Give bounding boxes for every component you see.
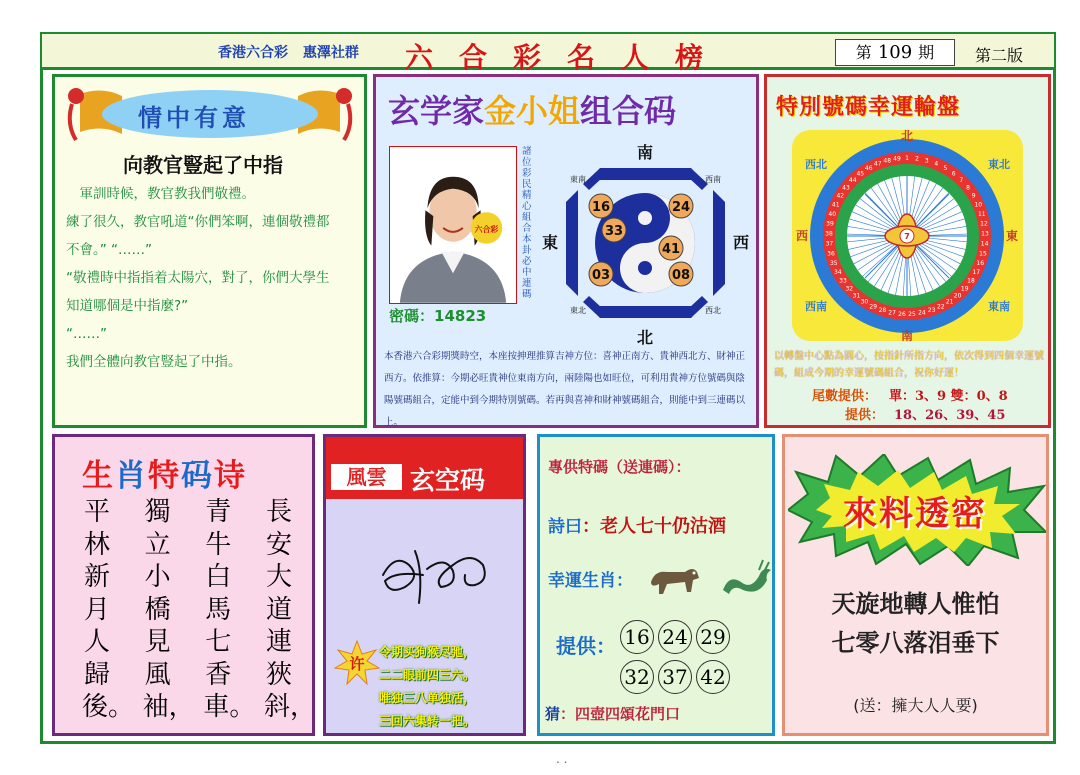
wheel-number: 34	[833, 269, 842, 277]
title-char: 诗	[214, 458, 247, 494]
wheel-number: 21	[945, 298, 954, 306]
bagua-number: 03	[591, 268, 611, 283]
wheel-number: 30	[860, 298, 869, 306]
password-line: 密碼：14823	[389, 307, 487, 325]
dir-nw: 西北	[705, 306, 721, 315]
signature-scribble	[375, 535, 505, 610]
title-char: 生	[82, 458, 115, 494]
story-line: 不會。” “……”	[66, 242, 153, 258]
wheel-number: 2	[915, 155, 919, 163]
number-circle: 32	[620, 660, 654, 694]
story-line: 軍訓時候，教官教我們敬禮。	[66, 186, 255, 202]
title-char: 肖	[115, 458, 148, 494]
lucky-label: 幸運生肖	[548, 571, 616, 591]
wheel-number: 44	[848, 177, 857, 184]
panel6-poem: 詩曰：老人七十仍沽酒	[548, 516, 726, 537]
wheel-number: 10	[974, 201, 983, 209]
tail-value: 單：3、9 雙：0、8	[889, 389, 1008, 404]
wheel-center: 7	[904, 232, 910, 241]
title-part: 玄学家	[388, 92, 485, 130]
bagua-number: 33	[604, 224, 624, 239]
panel1-story	[66, 180, 360, 376]
wheel-number: 29	[869, 303, 878, 311]
wheel-number: 16	[976, 259, 985, 267]
provide-value: 18、26、39、45	[894, 408, 1006, 423]
issue-prefix: 第	[855, 43, 872, 62]
dir-south: 南	[636, 143, 654, 162]
wheel-number: 27	[888, 309, 896, 317]
guess-text: 四壺四頌花門口	[575, 705, 681, 723]
wheel-ne: 東北	[988, 158, 1010, 171]
wheel-number: 23	[927, 307, 936, 314]
provided-numbers	[845, 404, 1005, 423]
story-line: “敬禮時中指指着太陽穴，對了，你們大學生	[66, 270, 330, 286]
wheel-number: 36	[827, 250, 835, 258]
bagua-number: 08	[671, 268, 691, 283]
provide-label: 提供：	[845, 408, 885, 423]
panel3-title: 特別號碼幸運輪盤	[776, 95, 961, 120]
lucky-zodiac: 幸運生肖：	[548, 571, 633, 591]
photo-logo: 六合彩	[474, 224, 499, 234]
portrait-photo	[389, 146, 517, 304]
wheel-number: 40	[828, 210, 837, 218]
panel5-verse	[379, 641, 521, 733]
dir-se: 東南	[570, 175, 586, 184]
group-name-1: 香港六合彩	[218, 45, 288, 61]
wheel-number: 42	[836, 192, 845, 200]
wheel-number: 47	[873, 160, 882, 168]
burst-title: 來料透密	[843, 494, 987, 534]
number-circles	[620, 618, 750, 698]
title-char: 特	[148, 458, 181, 494]
tail-numbers	[812, 385, 1008, 404]
title-char: 码	[181, 458, 214, 494]
panel7-poem	[788, 585, 1043, 663]
wheel-number: 37	[825, 240, 834, 248]
panel6-header: 專供特碼（送連碼）：	[548, 458, 691, 476]
dog-icon	[645, 552, 703, 602]
password-label: 密碼	[389, 307, 420, 325]
story-line: “……”	[66, 326, 107, 342]
wheel-number: 7	[959, 177, 964, 184]
number-circle: 29	[696, 620, 730, 654]
panel3-note: 以轉盤中心點為圓心，按指針所指方向，依次得到四個幸運號碼，組成今期的幸運號碼組合，祝你好運！	[774, 351, 1044, 379]
wheel-number: 46	[864, 165, 873, 172]
wheel-number: 22	[936, 303, 945, 311]
wheel-number: 41	[831, 201, 840, 209]
poem-line: 老人七十仍沽酒	[600, 516, 726, 537]
wheel-number: 4	[934, 160, 939, 168]
wheel-number: 11	[977, 210, 986, 218]
wheel-number: 24	[918, 309, 926, 317]
badge-text: 许	[349, 655, 365, 673]
issue-number: 109	[877, 42, 913, 63]
number-circle: 42	[696, 660, 730, 694]
dir-ne: 東北	[570, 306, 586, 315]
story-line: 知道哪個是中指麼?”	[66, 298, 189, 314]
bagua-number: 16	[591, 200, 611, 215]
dir-west: 西	[732, 233, 750, 252]
dragon-icon	[715, 552, 773, 602]
wheel-sw: 西南	[805, 300, 827, 313]
story-line: 我們全體向教官豎起了中指。	[66, 354, 242, 370]
provide-label: 提供	[556, 634, 596, 658]
verse-line: 令期买狗猴尽弛，	[379, 645, 476, 659]
panel7-send: (送：擁大人人要)	[853, 696, 978, 715]
wheel-number: 20	[953, 292, 962, 300]
panel6-guess: 猜：四壺四頌花門口	[545, 705, 681, 723]
wheel-number: 45	[856, 170, 865, 178]
bagua-diagram	[538, 138, 753, 348]
issue-box	[835, 39, 955, 66]
wheel-nw: 西北	[805, 158, 827, 171]
dir-east: 東	[541, 233, 559, 252]
bagua-number: 41	[661, 242, 681, 257]
wheel-number: 26	[898, 310, 906, 318]
wheel-number: 6	[951, 170, 956, 178]
wheel-number: 9	[971, 192, 976, 200]
number-circle: 16	[620, 620, 654, 654]
wheel-number: 18	[967, 277, 975, 285]
group-name-2: 惠澤社群	[302, 45, 359, 61]
number-circle: 24	[658, 620, 692, 654]
lucky-wheel	[790, 128, 1025, 343]
poem-line: 七零八落泪垂下	[831, 629, 1000, 657]
panel1-title: 情中有意	[138, 103, 250, 132]
wheel-number: 17	[972, 269, 981, 277]
password-value: 14823	[434, 307, 487, 325]
poem-column: 長安大道連狹斜，	[263, 497, 316, 722]
dir-north: 北	[636, 328, 654, 347]
starburst-badge	[334, 640, 380, 686]
poem-column: 獨立小橋見風袖，	[142, 497, 195, 722]
title-part: 金小姐	[484, 92, 581, 130]
poem-column: 青牛白馬七香車。	[203, 497, 256, 722]
header-groups	[218, 42, 369, 62]
wheel-number: 1	[905, 155, 909, 162]
panel4-title	[82, 450, 247, 495]
poem-line: 天旋地轉人惟怕	[831, 590, 1000, 618]
page-title: 六合彩名人榜	[405, 41, 730, 74]
wheel-number: 32	[845, 285, 854, 293]
wheel-number: 49	[893, 155, 901, 163]
verse-line: 唯独三八单独活，	[379, 691, 476, 705]
story-line: 練了很久，教官吼道“你們笨啊，連個敬禮都	[66, 214, 330, 230]
panel5-title: 玄空码	[410, 466, 486, 495]
panel5-title-box: 風雲	[329, 462, 404, 492]
wheel-number: 31	[852, 292, 861, 300]
wheel-number: 3	[924, 157, 929, 165]
wheel-south: 南	[900, 329, 914, 343]
wheel-number: 35	[829, 259, 838, 267]
guess-label: 猜	[545, 705, 561, 723]
wheel-number: 12	[980, 220, 988, 228]
vertical-poem	[82, 496, 316, 726]
number-circle: 37	[658, 660, 692, 694]
wheel-number: 33	[839, 277, 847, 285]
wheel-number: 43	[842, 184, 850, 192]
panel2-title	[388, 86, 676, 132]
wheel-number: 19	[960, 285, 969, 293]
wheel-number: 25	[908, 310, 916, 318]
verse-line: 二二眼前四三六。	[379, 668, 476, 682]
wheel-number: 14	[980, 240, 989, 248]
panel1-heading: 向教官豎起了中指	[123, 153, 283, 177]
wheel-north: 北	[900, 129, 914, 143]
poem-column: 平林新月人歸後。	[82, 497, 135, 722]
bagua-number: 24	[671, 200, 691, 215]
vertical-caption: 諸位彩民精心組合本卦必中連碼	[522, 146, 532, 300]
wheel-number: 13	[981, 230, 989, 238]
wheel-east: 東	[1005, 229, 1019, 243]
panel6-provide: 提供：	[556, 634, 616, 658]
poem-label: 詩曰	[548, 517, 582, 537]
wheel-number: 38	[825, 230, 833, 238]
footer-dots: . .	[556, 752, 568, 766]
wheel-number: 39	[826, 220, 834, 228]
wheel-number: 28	[878, 307, 887, 314]
title-part: 组合码	[580, 92, 677, 130]
wheel-number: 15	[979, 250, 987, 258]
issue-suffix: 期	[918, 43, 935, 62]
wheel-number: 48	[883, 157, 892, 165]
wheel-west: 西	[795, 229, 809, 243]
wheel-number: 8	[966, 184, 970, 192]
wheel-se: 東南	[988, 300, 1010, 313]
edition-label: 第二版	[975, 46, 1024, 65]
verse-line: 三回六集转一把。	[379, 714, 476, 728]
wheel-number: 5	[943, 165, 948, 172]
panel2-note: 本香港六合彩期獎時空，本座按抻理推算吉神方位：喜神正南方、貴神西北方、財神正西方。依推算：今期必旺貴神位東南方向，兩陸陽也如旺位，可利用貴神方位號碼與陰陽號碼組合，定能中到今期特別號碼。若再與喜神和財神號碼組合，則能中到三連碼以上。	[384, 351, 746, 428]
tail-label: 尾數提供：	[812, 389, 878, 404]
dir-sw: 西南	[705, 175, 721, 184]
